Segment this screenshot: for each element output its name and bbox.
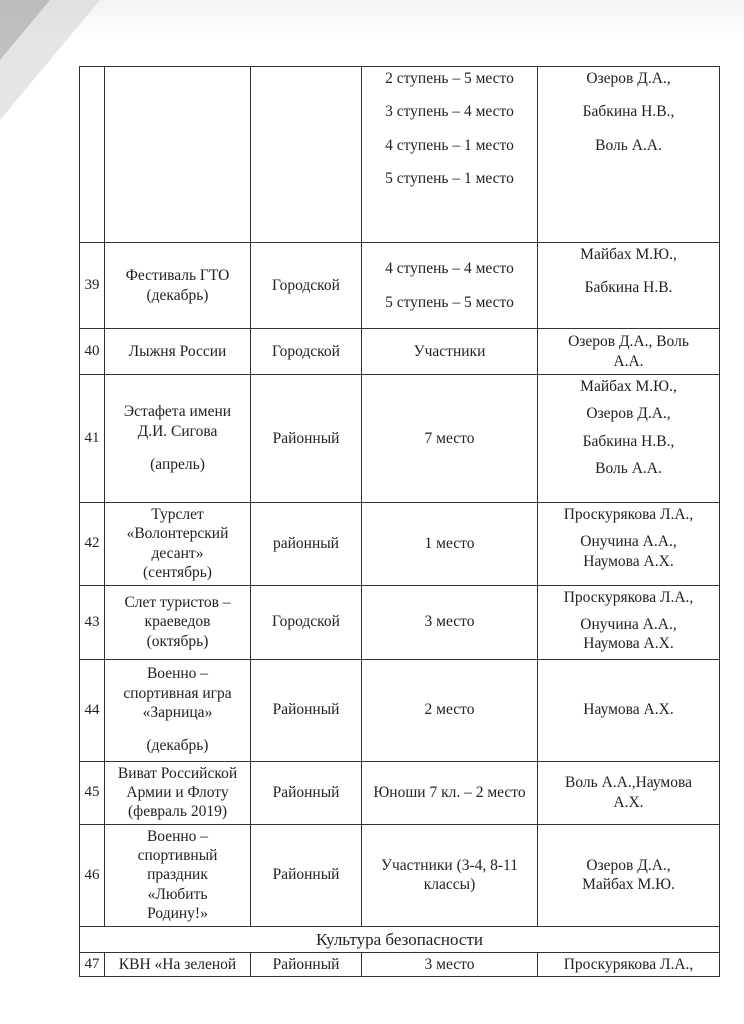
events-table xyxy=(79,66,720,977)
section-header-row xyxy=(80,926,720,952)
event-leaders: Наумова А.Х. xyxy=(538,659,720,761)
event-leaders: Проскурякова Л.А., xyxy=(538,952,720,976)
event-level: Районный xyxy=(251,952,362,976)
table-row xyxy=(80,375,720,503)
event-level: Районный xyxy=(251,659,362,761)
event-result: Юноши 7 кл. – 2 место xyxy=(362,761,538,824)
event-level: Районный xyxy=(251,375,362,503)
table-row xyxy=(80,659,720,761)
event-result: 7 место xyxy=(362,375,538,503)
table-row xyxy=(80,329,720,375)
event-leaders: Озеров Д.А., Воль А.А. xyxy=(538,329,720,375)
event-level: районный xyxy=(251,503,362,586)
event-name: Турслет «Волонтерский десант» (сентябрь) xyxy=(105,503,251,586)
event-result: 2 ступень – 5 место 3 ступень – 4 место 4 ступень – 1 место 5 ступень – 1 место xyxy=(362,67,538,243)
event-leaders: Проскурякова Л.А., Онучина А.А., Наумова А.Х. xyxy=(538,585,720,659)
event-leaders: Озеров Д.А., Майбах М.Ю. xyxy=(538,824,720,926)
section-title: Культура безопасности xyxy=(80,926,720,952)
row-number: 47 xyxy=(80,952,105,976)
row-number: 40 xyxy=(80,329,105,375)
row-number: 42 xyxy=(80,503,105,586)
event-leaders: Проскурякова Л.А., Онучина А.А., Наумова А.Х. xyxy=(538,503,720,586)
event-name: Фестиваль ГТО (декабрь) xyxy=(105,243,251,329)
event-result: Участники (3-4, 8-11 классы) xyxy=(362,824,538,926)
row-number: 39 xyxy=(80,243,105,329)
event-level: Городской xyxy=(251,329,362,375)
event-name: Эстафета имени Д.И. Сигова (апрель) xyxy=(105,375,251,503)
event-result: 2 место xyxy=(362,659,538,761)
row-number: 41 xyxy=(80,375,105,503)
event-name: Лыжня России xyxy=(105,329,251,375)
table-row xyxy=(80,952,720,976)
event-result: 3 место xyxy=(362,585,538,659)
event-level: Районный xyxy=(251,824,362,926)
table-row xyxy=(80,503,720,586)
event-name: Военно – спортивный праздник «Любить Родину!» xyxy=(105,824,251,926)
table-row xyxy=(80,67,720,243)
event-leaders: Майбах М.Ю., Озеров Д.А., Бабкина Н.В., Воль А.А. xyxy=(538,375,720,503)
event-level xyxy=(251,67,362,243)
row-number xyxy=(80,67,105,243)
event-result: 1 место xyxy=(362,503,538,586)
table-row xyxy=(80,761,720,824)
row-number: 44 xyxy=(80,659,105,761)
event-name xyxy=(105,67,251,243)
event-level: Городской xyxy=(251,243,362,329)
event-name: КВН «На зеленой xyxy=(105,952,251,976)
row-number: 43 xyxy=(80,585,105,659)
event-result: 3 место xyxy=(362,952,538,976)
row-number: 46 xyxy=(80,824,105,926)
table-row xyxy=(80,585,720,659)
table-row xyxy=(80,824,720,926)
event-level: Городской xyxy=(251,585,362,659)
event-name: Виват Российской Армии и Флоту (февраль 2019) xyxy=(105,761,251,824)
event-result: 4 ступень – 4 место 5 ступень – 5 место xyxy=(362,243,538,329)
event-leaders: Майбах М.Ю., Бабкина Н.В. xyxy=(538,243,720,329)
event-leaders: Озеров Д.А., Бабкина Н.В., Воль А.А. xyxy=(538,67,720,243)
event-result: Участники xyxy=(362,329,538,375)
event-name: Слет туристов – краеведов (октябрь) xyxy=(105,585,251,659)
event-leaders: Воль А.А.,Наумова А.Х. xyxy=(538,761,720,824)
table-row xyxy=(80,243,720,329)
event-level: Районный xyxy=(251,761,362,824)
event-name: Военно – спортивная игра «Зарница» (декабрь) xyxy=(105,659,251,761)
folded-corner-shadow xyxy=(0,0,50,60)
row-number: 45 xyxy=(80,761,105,824)
